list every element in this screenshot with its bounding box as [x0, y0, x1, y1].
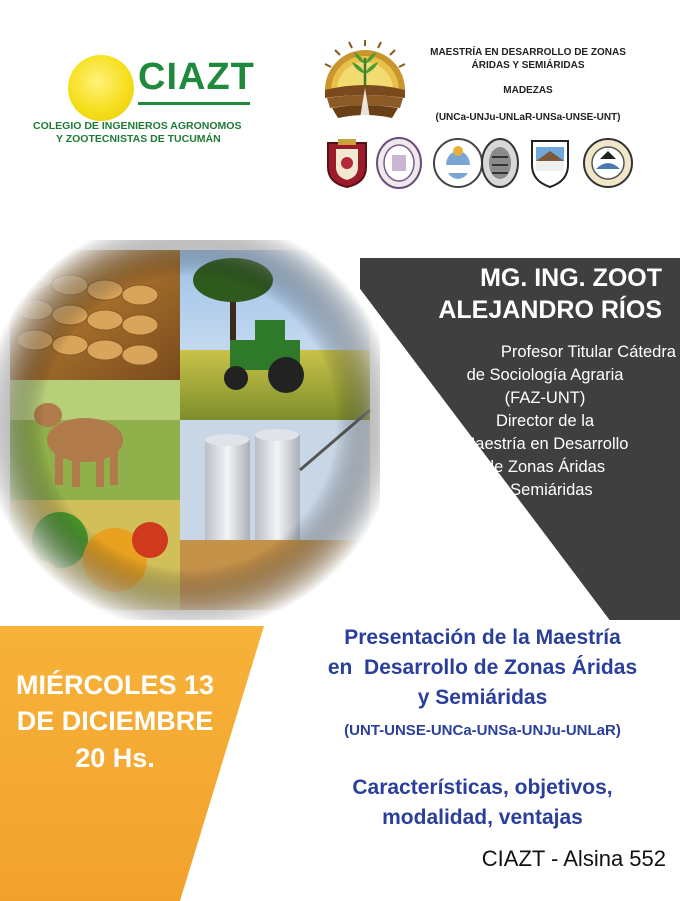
- ciazt-subtitle-line2: Y ZOOTECNISTAS DE TUCUMÁN: [56, 133, 221, 145]
- ciazt-logo: [30, 50, 270, 160]
- event-title-line3: y Semiáridas: [417, 686, 548, 709]
- university-seal-icon: [324, 137, 370, 189]
- ciazt-logo-name: CIAZT: [138, 56, 255, 98]
- maestria-title-line2: ÁRIDAS Y SEMIÁRIDAS: [471, 60, 585, 71]
- agriculture-photo-collage: [0, 240, 380, 620]
- event-date-line1: MIÉRCOLES 13: [15, 670, 215, 700]
- maestria-title-line1: MAESTRÍA EN DESARROLLO DE ZONAS: [430, 47, 626, 58]
- maestria-program: MADEZAS: [503, 85, 553, 96]
- university-seal-icon: [432, 137, 484, 189]
- event-time: 20 Hs.: [75, 743, 155, 773]
- university-seal-icon: [528, 137, 572, 189]
- university-seal-icon: [582, 137, 634, 189]
- university-seal-icon: [376, 137, 422, 189]
- speaker-desc-line1: Profesor Titular Cátedra: [500, 343, 676, 361]
- university-seal-icon: [480, 137, 520, 189]
- ciazt-subtitle-line1: COLEGIO DE INGENIEROS AGRONOMOS: [33, 120, 242, 132]
- event-title-line1: Presentación de la Maestría: [344, 626, 621, 649]
- event-date-line2: DE DICIEMBRE: [16, 706, 214, 736]
- speaker-desc-line6: de Zonas Áridas: [484, 458, 606, 476]
- event-location: CIAZT - Alsina 552: [481, 846, 666, 871]
- sun-icon: [68, 55, 134, 121]
- speaker-desc-line7: y Semiáridas: [497, 481, 593, 499]
- speaker-desc-line5: Maestría en Desarrollo: [461, 435, 629, 453]
- event-topics-line2: modalidad, ventajas: [382, 806, 583, 829]
- speaker-desc-line3: (FAZ-UNT): [504, 389, 586, 407]
- event-title-line2: en Desarrollo de Zonas Áridas: [327, 656, 638, 679]
- event-universities: (UNT-UNSE-UNCa-UNSa-UNJu-UNLaR): [344, 722, 621, 739]
- speaker-desc-line2: de Sociología Agraria: [466, 366, 624, 384]
- madezas-emblem-icon: [322, 40, 408, 120]
- maestria-universities: (UNCa-UNJu-UNLaR-UNSa-UNSE-UNT): [435, 112, 621, 123]
- speaker-desc-line4: Director de la: [495, 412, 595, 430]
- event-topics-line1: Características, objetivos,: [352, 776, 613, 799]
- speaker-name-line2: ALEJANDRO RÍOS: [438, 296, 662, 324]
- ciazt-logo-underline: [138, 102, 250, 105]
- speaker-name-line1: MG. ING. ZOOT: [480, 264, 662, 292]
